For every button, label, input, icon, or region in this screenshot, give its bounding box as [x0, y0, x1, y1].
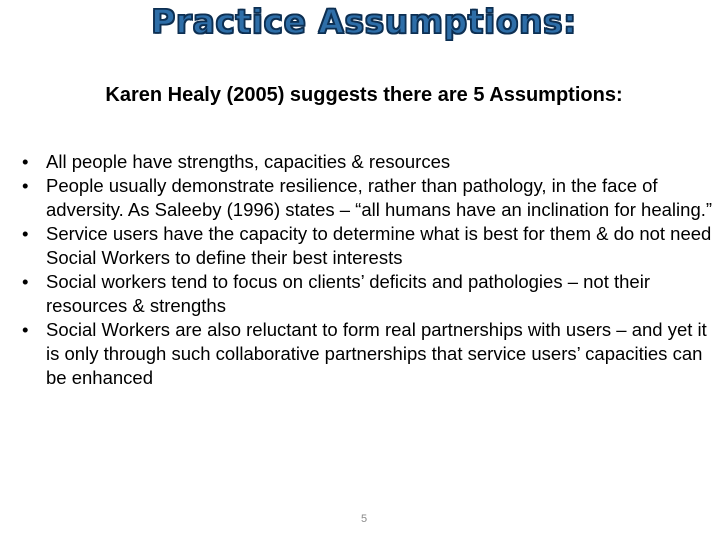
bullet-marker: •: [22, 271, 29, 292]
bullet-list: [22, 150, 722, 390]
bullet-marker: •: [22, 223, 29, 244]
bullet-text: Social workers tend to focus on clients’ deficits and pathologies – not their resources & strengths: [46, 271, 650, 316]
bullet-text: Service users have the capacity to determine what is best for them & do not need Social Workers to define their best interests: [46, 223, 712, 268]
bullet-text: People usually demonstrate resilience, rather than pathology, in the face of adversity. As Saleeby (1996) states – “all humans have an inclination for healing.”: [46, 175, 713, 220]
bullet-item: [22, 270, 722, 318]
slide-subtitle: Karen Healy (2005) suggests there are 5 Assumptions:: [105, 84, 623, 106]
bullet-marker: •: [22, 175, 29, 196]
bullet-marker: •: [22, 319, 29, 340]
page-number: 5: [360, 513, 368, 525]
bullet-text: All people have strengths, capacities & resources: [46, 151, 451, 172]
slide-title: Practice Assumptions:: [151, 2, 577, 41]
bullet-item: [22, 174, 722, 222]
bullet-marker: •: [22, 151, 29, 172]
bullet-item: [22, 150, 722, 174]
bullet-text: Social Workers are also reluctant to form real partnerships with users – and yet it is only through such collaborative partnerships that service users’ capacities can be enhanced: [46, 319, 707, 388]
bullet-item: [22, 222, 722, 270]
bullet-item: [22, 318, 722, 390]
